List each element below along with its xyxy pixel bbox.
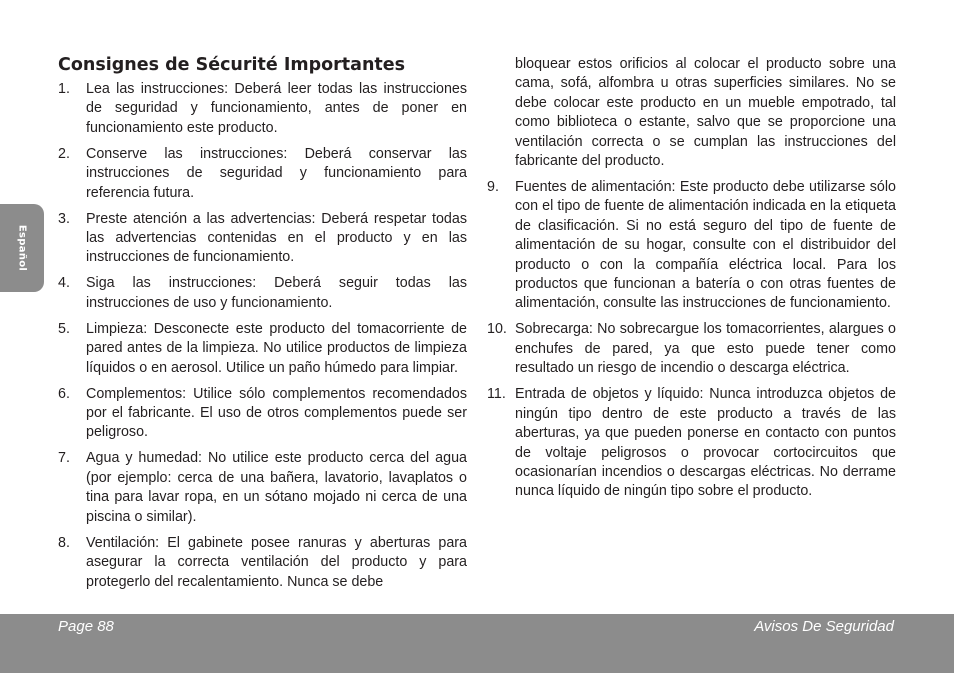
language-side-tab [0,204,44,292]
section-title: Avisos De Seguridad [754,618,894,635]
item-text: Lea las instrucciones: Deberá leer todas las instrucciones de seguridad y funcionamiento, antes de poner en funcionamiento este producto. [86,81,467,136]
item-text: Agua y humedad: No utilice este producto cerca del agua (por ejemplo: cerca de una bañera, lavatorio, lavaplatos o tina para lavar ropa, en un sótano mojado ni cerca de una piscina o similar). [86,450,467,525]
instruction-item-4 [58,274,467,313]
section-heading: Consignes de Sécurité Importantes [58,55,406,75]
instructions-right-column [487,55,896,508]
item-number: 3. [58,210,70,227]
page-number: Page 88 [58,618,114,635]
item-text: Siga las instrucciones: Deberá seguir todas las instrucciones de uso y funcionamiento. [86,275,467,311]
item-number: 1. [58,81,70,97]
item-text: Sobrecarga: No sobrecargue los tomacorrientes, alargues o enchufes de pared, ya que esto puede tener como resultado un riesgo de incendio o descarga eléctrica. [515,321,896,377]
instruction-item-7 [58,449,467,527]
item-number: 10. [487,321,507,338]
instruction-item-5 [58,320,467,378]
instruction-item-8-continued: bloquear estos orificios al colocar el producto sobre una cama, sofá, alfombra u otras superficies similares. No se debe colocar este producto en un mueble empotrado, tal como biblioteca o estante, salvo que se proporcione una ventilación correcta o se cumplan las instrucciones del fabricante del producto. [515,56,896,170]
instruction-item-8 [58,534,467,592]
instruction-item-2 [58,145,467,203]
item-number: 2. [58,145,70,162]
item-number: 4. [58,275,70,292]
item-text: Preste atención a las advertencias: Deberá respetar todas las advertencias contenidas en el producto y en las instrucciones de funcionamiento. [86,210,467,266]
instructions-left-column [58,80,467,599]
item-number: 5. [58,320,70,337]
page-footer [0,614,954,673]
item-number: 9. [487,179,499,196]
item-number: 8. [58,534,70,551]
instruction-item-11 [487,385,896,501]
item-number: 7. [58,450,70,467]
language-tab-label: Español [16,224,28,272]
item-text: Ventilación: El gabinete posee ranuras y aberturas para asegurar la correcta ventilación del producto y para protegerlo del recalentamiento. Nunca se debe [86,534,467,590]
item-text: Limpieza: Desconecte este producto del tomacorriente de pared antes de la limpieza. No utilice productos de limpieza líquidos o en aerosol. Utilice un paño húmedo para limpiar. [86,320,467,376]
item-text: Entrada de objetos y líquido: Nunca introduzca objetos de ningún tipo dentro de este producto a través de las aberturas, ya que pueden ponerse en contacto con puntos de voltaje peligrosos o provocar cortocircuitos que ocasionarían incendios o descargas eléctricas. No derrame nunca líquido de ningún tipo sobre el producto. [515,386,896,500]
item-number: 11. [487,386,506,403]
instruction-item-3 [58,210,467,268]
instruction-item-10 [487,320,896,378]
instruction-item-9 [487,178,896,314]
item-text: Conserve las instrucciones: Deberá conservar las instrucciones de seguridad y funcionamiento para referencia futura. [86,145,467,201]
item-text: Fuentes de alimentación: Este producto debe utilizarse sólo con el tipo de fuente de alimentación indicada en la etiqueta de clasificación. Si no está seguro del tipo de fuente de alimentación de su hogar, consulte con el distribuidor del producto o con la compañía eléctrica local. Para los productos que funcionan a batería o con otras fuentes de alimentación, consulte las instrucciones de funcionamiento. [515,179,896,312]
instruction-item-6 [58,385,467,443]
instruction-item-1 [58,80,467,138]
item-text: Complementos: Utilice sólo complementos recomendados por el fabricante. El uso de otros complementos puede ser peligroso. [86,385,467,441]
item-number: 6. [58,385,70,402]
